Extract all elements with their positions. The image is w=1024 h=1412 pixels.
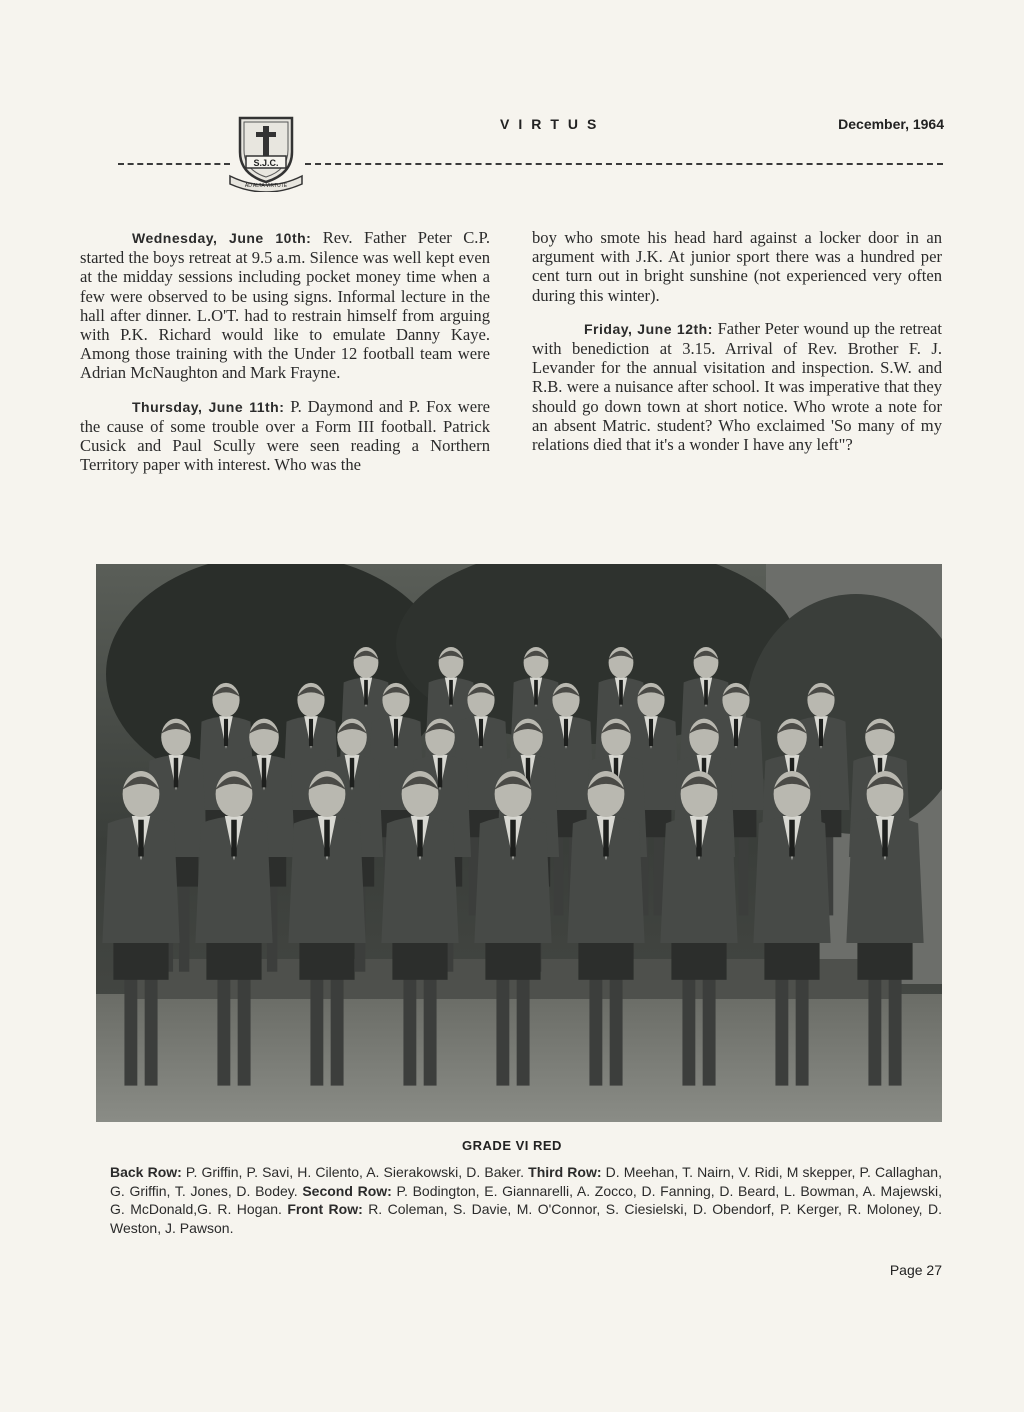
page-number: Page 27 xyxy=(889,1262,942,1278)
diary-day: Friday, June 12th: xyxy=(584,320,713,337)
school-crest-icon xyxy=(228,112,304,192)
diary-text: boy who smote his head hard against a locker door in an argument with J.K. At junior sport there was a hundred per cent turn out in bright sunshine (not experienced very often during this winter). xyxy=(532,228,942,305)
row-names: P. Bodington, E. Giannarelli, A. Zocco, D. Fanning, D. Beard, L. Bowman, A. Majewski, G. McDonald,G. R. Hogan. xyxy=(110,1182,942,1217)
row-label: Front Row: xyxy=(287,1201,363,1217)
column-left xyxy=(80,228,490,488)
photo-caption: GRADE VI RED xyxy=(462,1138,562,1153)
diary-day: Wednesday, June 10th: xyxy=(132,230,312,246)
class-photo xyxy=(96,564,942,1122)
row-label: Back Row: xyxy=(110,1164,182,1180)
diary-entry xyxy=(80,397,490,475)
diary-entry xyxy=(532,319,942,454)
svg-text:AD ALTA VIRTUTE: AD ALTA VIRTUTE xyxy=(244,183,288,189)
row-names: R. Coleman, S. Davie, M. O'Connor, S. Ciesielski, D. Obendorf, P. Kerger, R. Moloney, D. Weston, J. Pawson. xyxy=(110,1201,943,1236)
diary-text: Father Peter wound up the retreat with benediction at 3.15. Arrival of Rev. Brother F. J. Levander for the annual visitation and inspection. S.W. and R.B. were a nuisance after school. It was imperative that they should go down town at short notice. Who wrote a note for an absent Matric. student? Who exclaimed 'So many of my relations died that it's a wonder I have any left"? xyxy=(532,318,942,455)
header-rule-right xyxy=(305,163,943,165)
row-names: D. Meehan, T. Nairn, V. Ridi, M skepper, P. Callaghan, G. Griffin, T. Jones, D. Bodey. xyxy=(110,1164,942,1199)
diary-day: Thursday, June 11th: xyxy=(132,398,285,415)
header-rule-left xyxy=(118,163,230,165)
row-label: Third Row: xyxy=(528,1164,602,1180)
diary-text: P. Daymond and P. Fox were the cause of some trouble over a Form III football. Patrick Cusick and Paul Scully were seen reading a Northern Territory paper with interest. Who was the xyxy=(80,396,490,475)
diary-entry xyxy=(80,228,490,383)
svg-text:S.J.C.: S.J.C. xyxy=(253,158,279,168)
journal-title: VIRTUS xyxy=(500,116,606,132)
column-right xyxy=(532,228,942,468)
row-names: P. Griffin, P. Savi, H. Cilento, A. Sierakowski, D. Baker. xyxy=(181,1164,529,1180)
diary-text: Rev. Father Peter C.P. started the boys retreat at 9.5 a.m. Silence was well kept even at the midday sessions including pocket money time when a few were observed to be using signs. Informal lecture in the hall after dinner. L.O'T. had to restrain himself from arguing with P.K. Richard would like to emulate Danny Kaye. Among those training with the Under 12 football team were Adrian McNaughton and Mark Frayne. xyxy=(80,228,490,383)
student-names xyxy=(110,1163,942,1237)
diary-entry xyxy=(532,228,942,305)
issue-date: December, 1964 xyxy=(838,116,944,132)
row-label: Second Row: xyxy=(302,1182,392,1199)
